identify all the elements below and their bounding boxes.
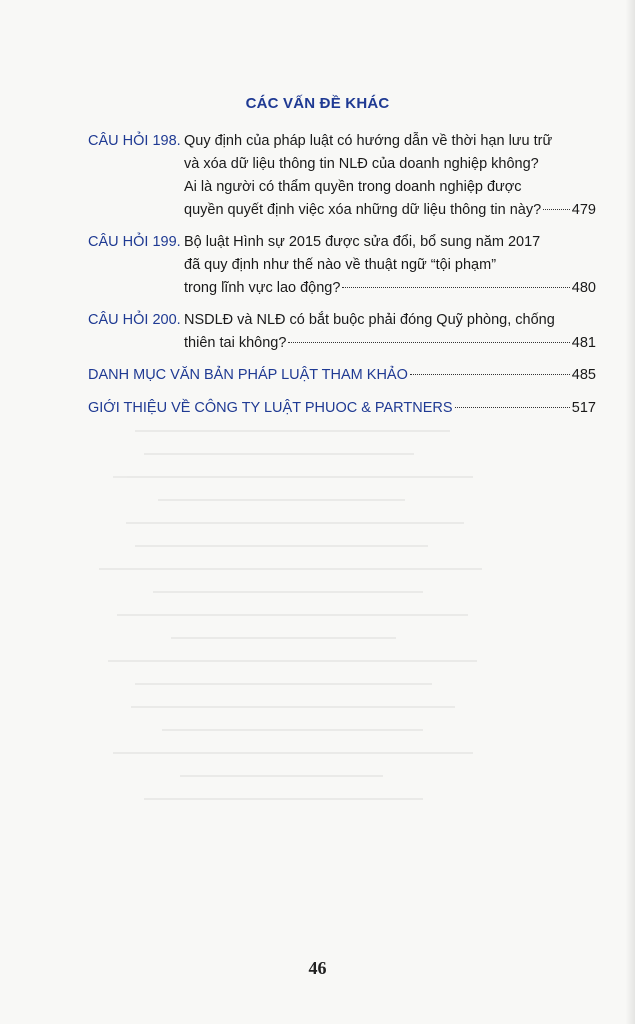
question-line: đã quy định như thế nào về thuật ngữ “tội phạm”: [184, 257, 497, 273]
toc-entry-q200: [88, 309, 596, 355]
question-line: thiên tai không?: [184, 335, 287, 351]
section-title: CÁC VẤN ĐỀ KHÁC: [245, 95, 390, 112]
toc-entry-q199: [88, 231, 596, 300]
question-line: Bộ luật Hình sự 2015 được sửa đổi, bổ sung năm 2017: [184, 234, 541, 250]
toc-heading-references: [88, 364, 596, 387]
table-of-contents: [88, 130, 596, 430]
question-text: [184, 130, 596, 222]
question-label: CÂU HỎI 198.: [88, 133, 181, 149]
page-reference: 479: [571, 202, 596, 218]
dot-leader: [342, 287, 569, 288]
heading-text: DANH MỤC VĂN BẢN PHÁP LUẬT THAM KHẢO: [88, 367, 408, 383]
question-line: trong lĩnh vực lao động?: [184, 280, 341, 296]
question-line: và xóa dữ liệu thông tin NLĐ của doanh nghiệp không?: [184, 156, 539, 172]
question-label: CÂU HỎI 199.: [88, 234, 181, 250]
dot-leader: [455, 407, 570, 408]
dot-leader: [543, 209, 570, 210]
page-reference: 480: [571, 280, 596, 296]
question-text: [184, 231, 596, 300]
toc-entry-q198: [88, 130, 596, 222]
toc-heading-company: [88, 397, 596, 420]
question-line: NSDLĐ và NLĐ có bắt buộc phải đóng Quỹ phòng, chống: [184, 312, 555, 328]
page-reference: 481: [571, 335, 596, 351]
question-line: quyền quyết định việc xóa những dữ liệu thông tin này?: [184, 202, 542, 218]
question-last-line: [184, 277, 596, 300]
question-line: Quy định của pháp luật có hướng dẫn về thời hạn lưu trữ: [184, 133, 553, 149]
question-text: [184, 309, 596, 355]
dot-leader: [288, 342, 569, 343]
page-edge-shadow: [625, 0, 635, 1024]
page-reference: 517: [571, 400, 596, 416]
question-label: CÂU HỎI 200.: [88, 312, 181, 328]
page-reference: 485: [571, 367, 596, 383]
heading-text: GIỚI THIỆU VỀ CÔNG TY LUẬT PHUOC & PARTNERS: [88, 400, 453, 416]
question-line: Ai là người có thẩm quyền trong doanh nghiệp được: [184, 179, 522, 195]
question-last-line: [184, 332, 596, 355]
dot-leader: [410, 374, 570, 375]
page-number: 46: [308, 958, 327, 978]
question-last-line: [184, 199, 596, 222]
show-through-text: [90, 430, 540, 890]
